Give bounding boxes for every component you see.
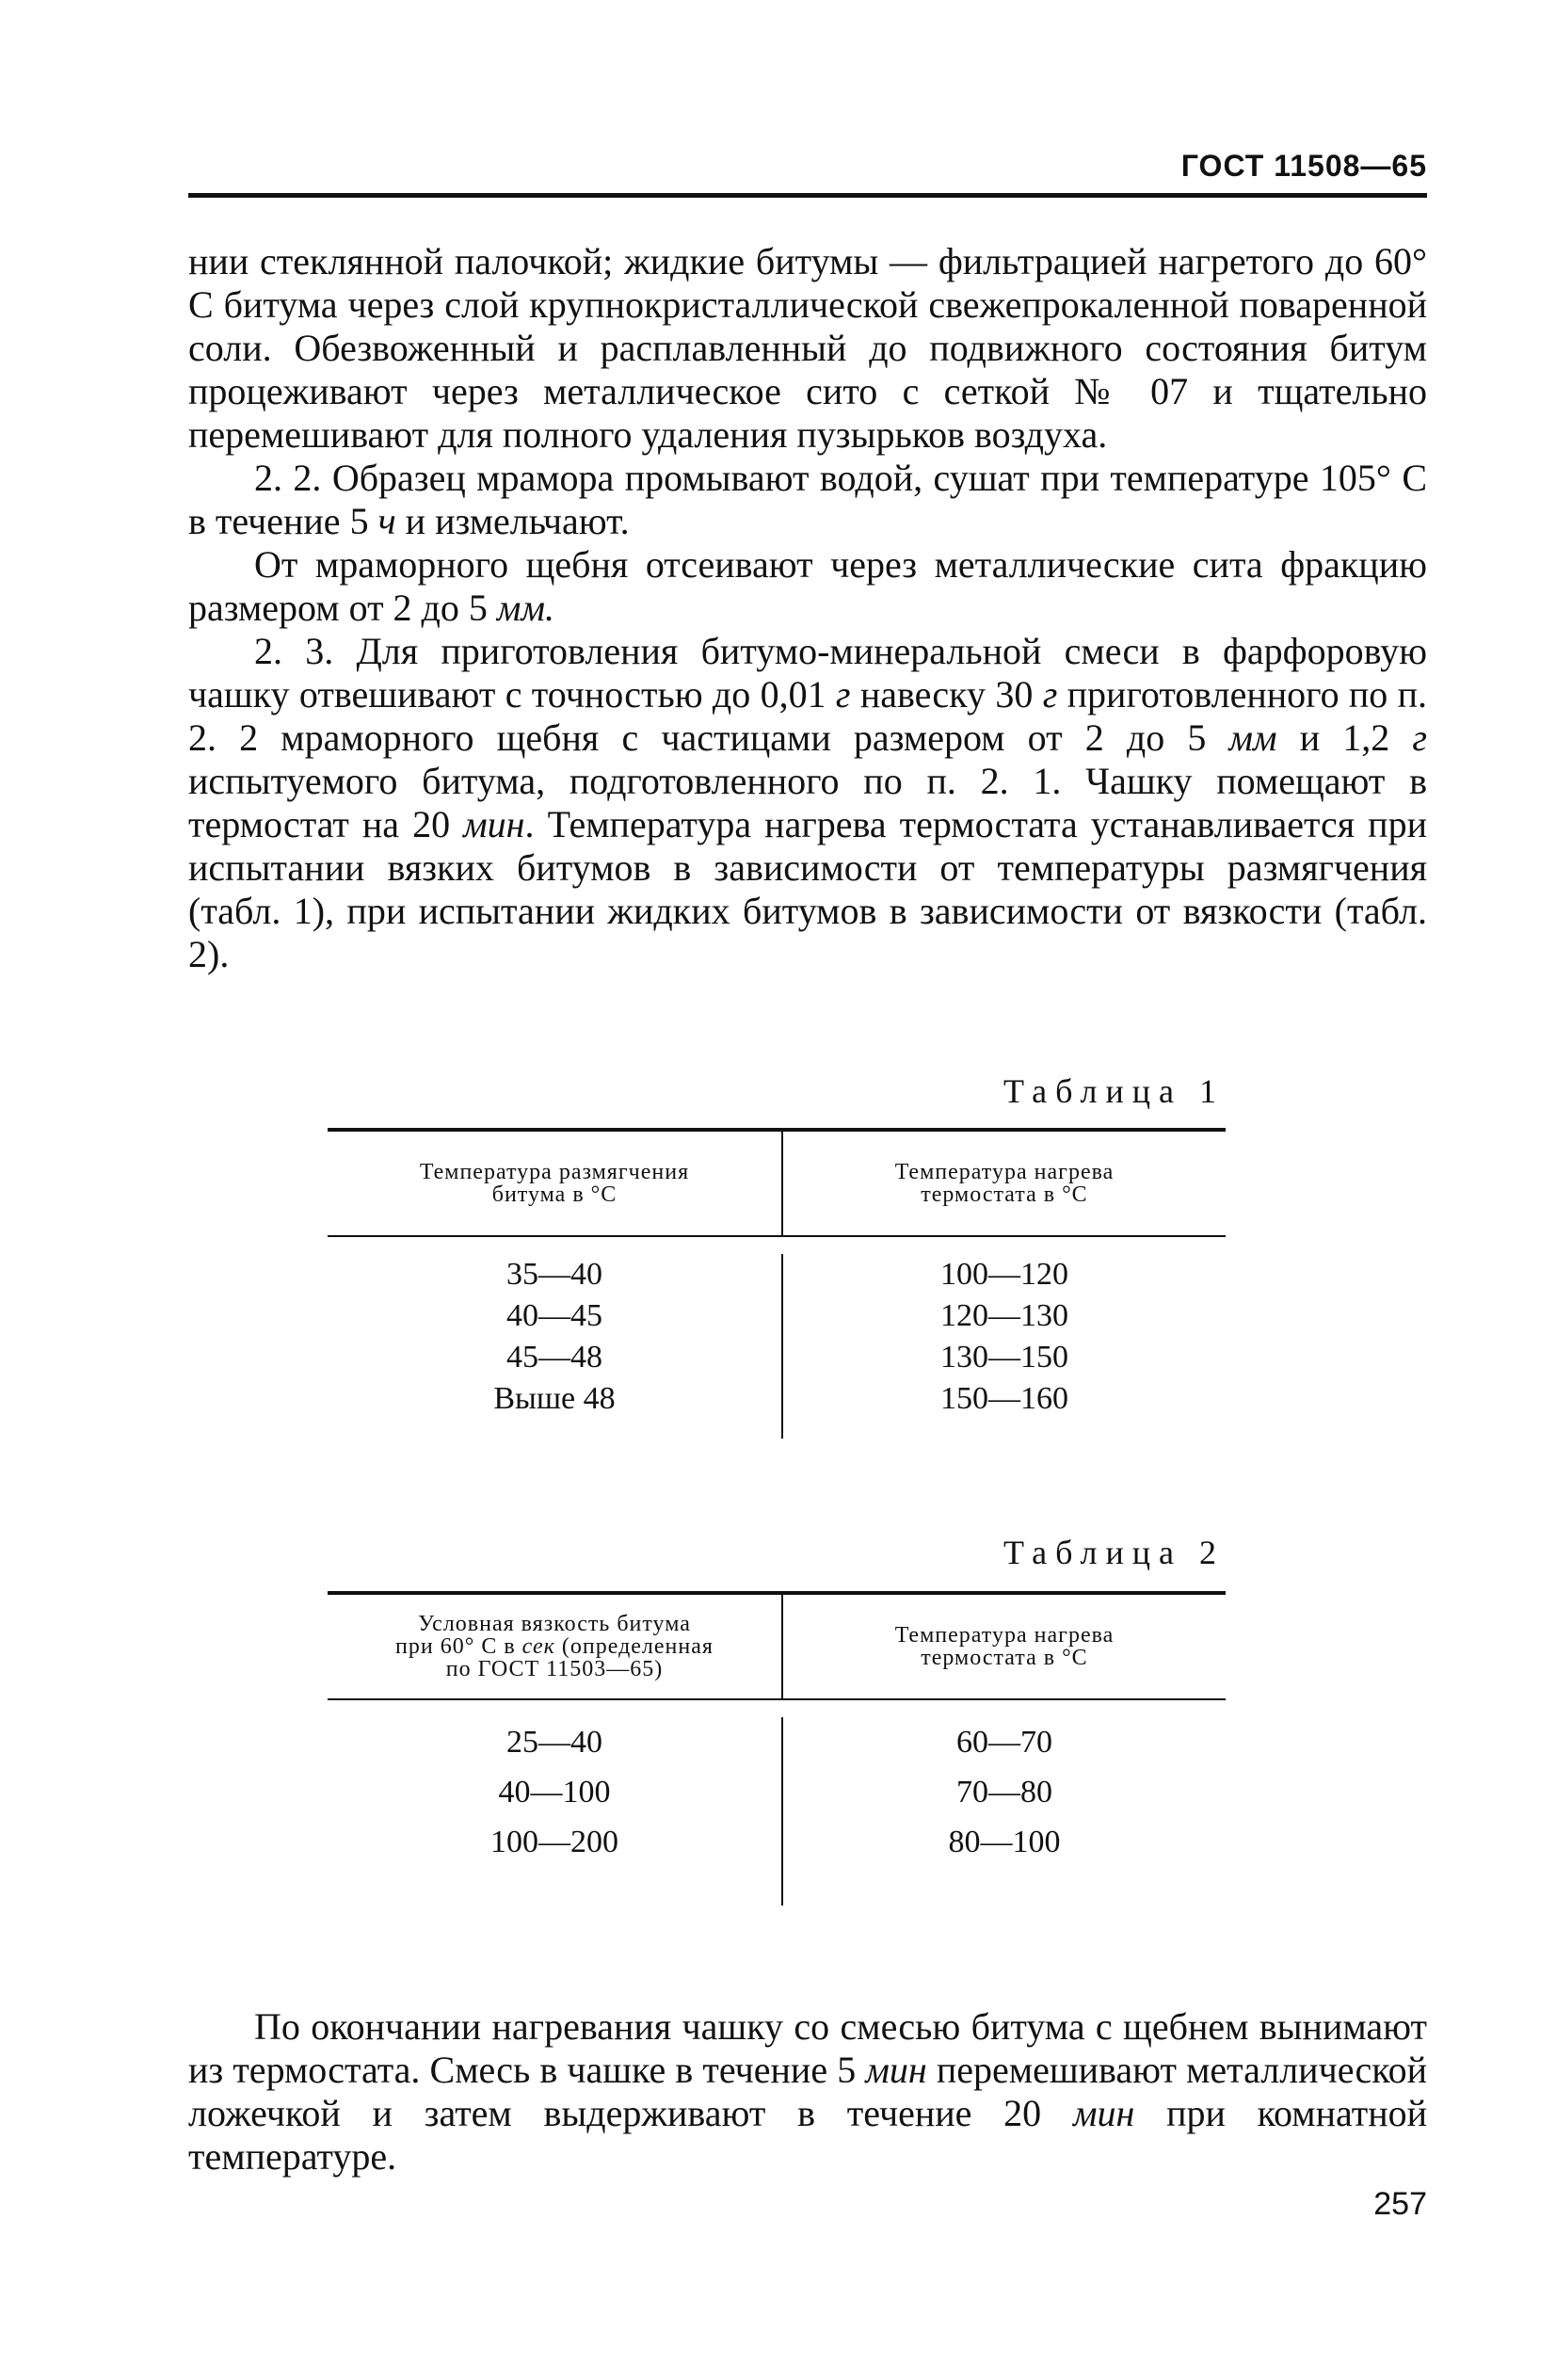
table-1-col-thermostat <box>783 1254 1226 1439</box>
table-1-col-softening <box>328 1254 783 1439</box>
table-cell: 60—70 <box>956 1725 1052 1760</box>
paragraph-2-2: 2. 2. Образец мрамора промывают водой, сушат при температуре 105° С в течение 5 ч и измельчают. <box>188 457 1427 542</box>
table-cell: 25—40 <box>506 1725 602 1760</box>
table-2-header-viscosity: Условная вязкость битума при 60° С в сек (определенная по ГОСТ 11503—65) <box>328 1595 783 1698</box>
table-1 <box>328 1128 1226 1439</box>
paragraph-1: нии стеклянной палочкой; жидкие битумы — фильтрацией нагретого до 60° С битума через слой крупнокристаллической свежепрокаленной поваренной соли. Обезвоженный и расплавленный до подвижного состояния битум процеживают через металлическое сито с сеткой № 07 и тщательно перемешивают для полного удаления пузырьков воздуха. <box>188 240 1427 456</box>
header-rule <box>188 193 1427 198</box>
table-cell: 40—45 <box>506 1298 602 1333</box>
document-header: ГОСТ 11508—65 <box>1180 149 1427 183</box>
table-cell: 35—40 <box>506 1257 602 1292</box>
table-2-caption: Таблица 2 <box>1003 1534 1225 1571</box>
table-2-header-thermostat-temp: Температура нагрева термостата в °С <box>894 1623 1115 1670</box>
table-cell: 40—100 <box>498 1775 611 1809</box>
table-2-header <box>328 1595 1226 1700</box>
table-2-col-viscosity <box>328 1717 783 1906</box>
table-2-col-thermostat <box>783 1717 1226 1906</box>
table-cell: Выше 48 <box>493 1381 616 1416</box>
table-1-header <box>328 1132 1226 1237</box>
final-text <box>188 2005 1427 2179</box>
paragraph-marble-fraction: От мраморного щебня отсеивают через металлические сита фракцию размером от 2 до 5 мм. <box>188 543 1427 629</box>
paragraph-after-heating: По окончании нагревания чашку со смесью битума с щебнем вынимают из термостата. Смесь в чашке в течение 5 мин перемешивают металлической ложечкой и затем выдерживают в течение 20 мин при комнатной температуре. <box>188 2005 1428 2178</box>
table-cell: 130—150 <box>940 1340 1068 1375</box>
table-cell: 150—160 <box>940 1381 1068 1416</box>
table-cell: 80—100 <box>948 1825 1061 1859</box>
table-1-header-thermostat-temp: Температура нагрева термостата в °С <box>894 1160 1115 1207</box>
table-cell: 100—120 <box>940 1257 1068 1292</box>
table-1-caption: Таблица 1 <box>1003 1072 1225 1110</box>
table-cell: 120—130 <box>940 1298 1068 1333</box>
table-cell: 45—48 <box>506 1340 602 1375</box>
table-cell: 100—200 <box>490 1825 618 1859</box>
table-1-header-softening-temp: Температура размягчения битума в °С <box>328 1132 783 1235</box>
table-1-body <box>328 1237 1226 1439</box>
paragraph-2-3: 2. 3. Для приготовления битумо-минеральной смеси в фарфоровую чашку отвешивают с точностью до 0,01 г навеску 30 г приготовленного по п. 2. 2 мраморного щебня с частицами размером от 2 до 5 мм и 1,2 г испытуемого битума, подготовленного по п. 2. 1. Чашку помещают в термостат на 20 мин. Температура нагрева термостата устанавливается при испытании вязких битумов в зависимости от температуры размягчения (табл. 1), при испытании жидких битумов в зависимости от вязкости (табл. 2). <box>188 630 1428 975</box>
table-2-body <box>328 1700 1226 1906</box>
table-cell: 70—80 <box>956 1775 1052 1809</box>
table-2 <box>328 1591 1226 1906</box>
main-text <box>188 240 1427 976</box>
page-number: 257 <box>1373 2186 1427 2222</box>
